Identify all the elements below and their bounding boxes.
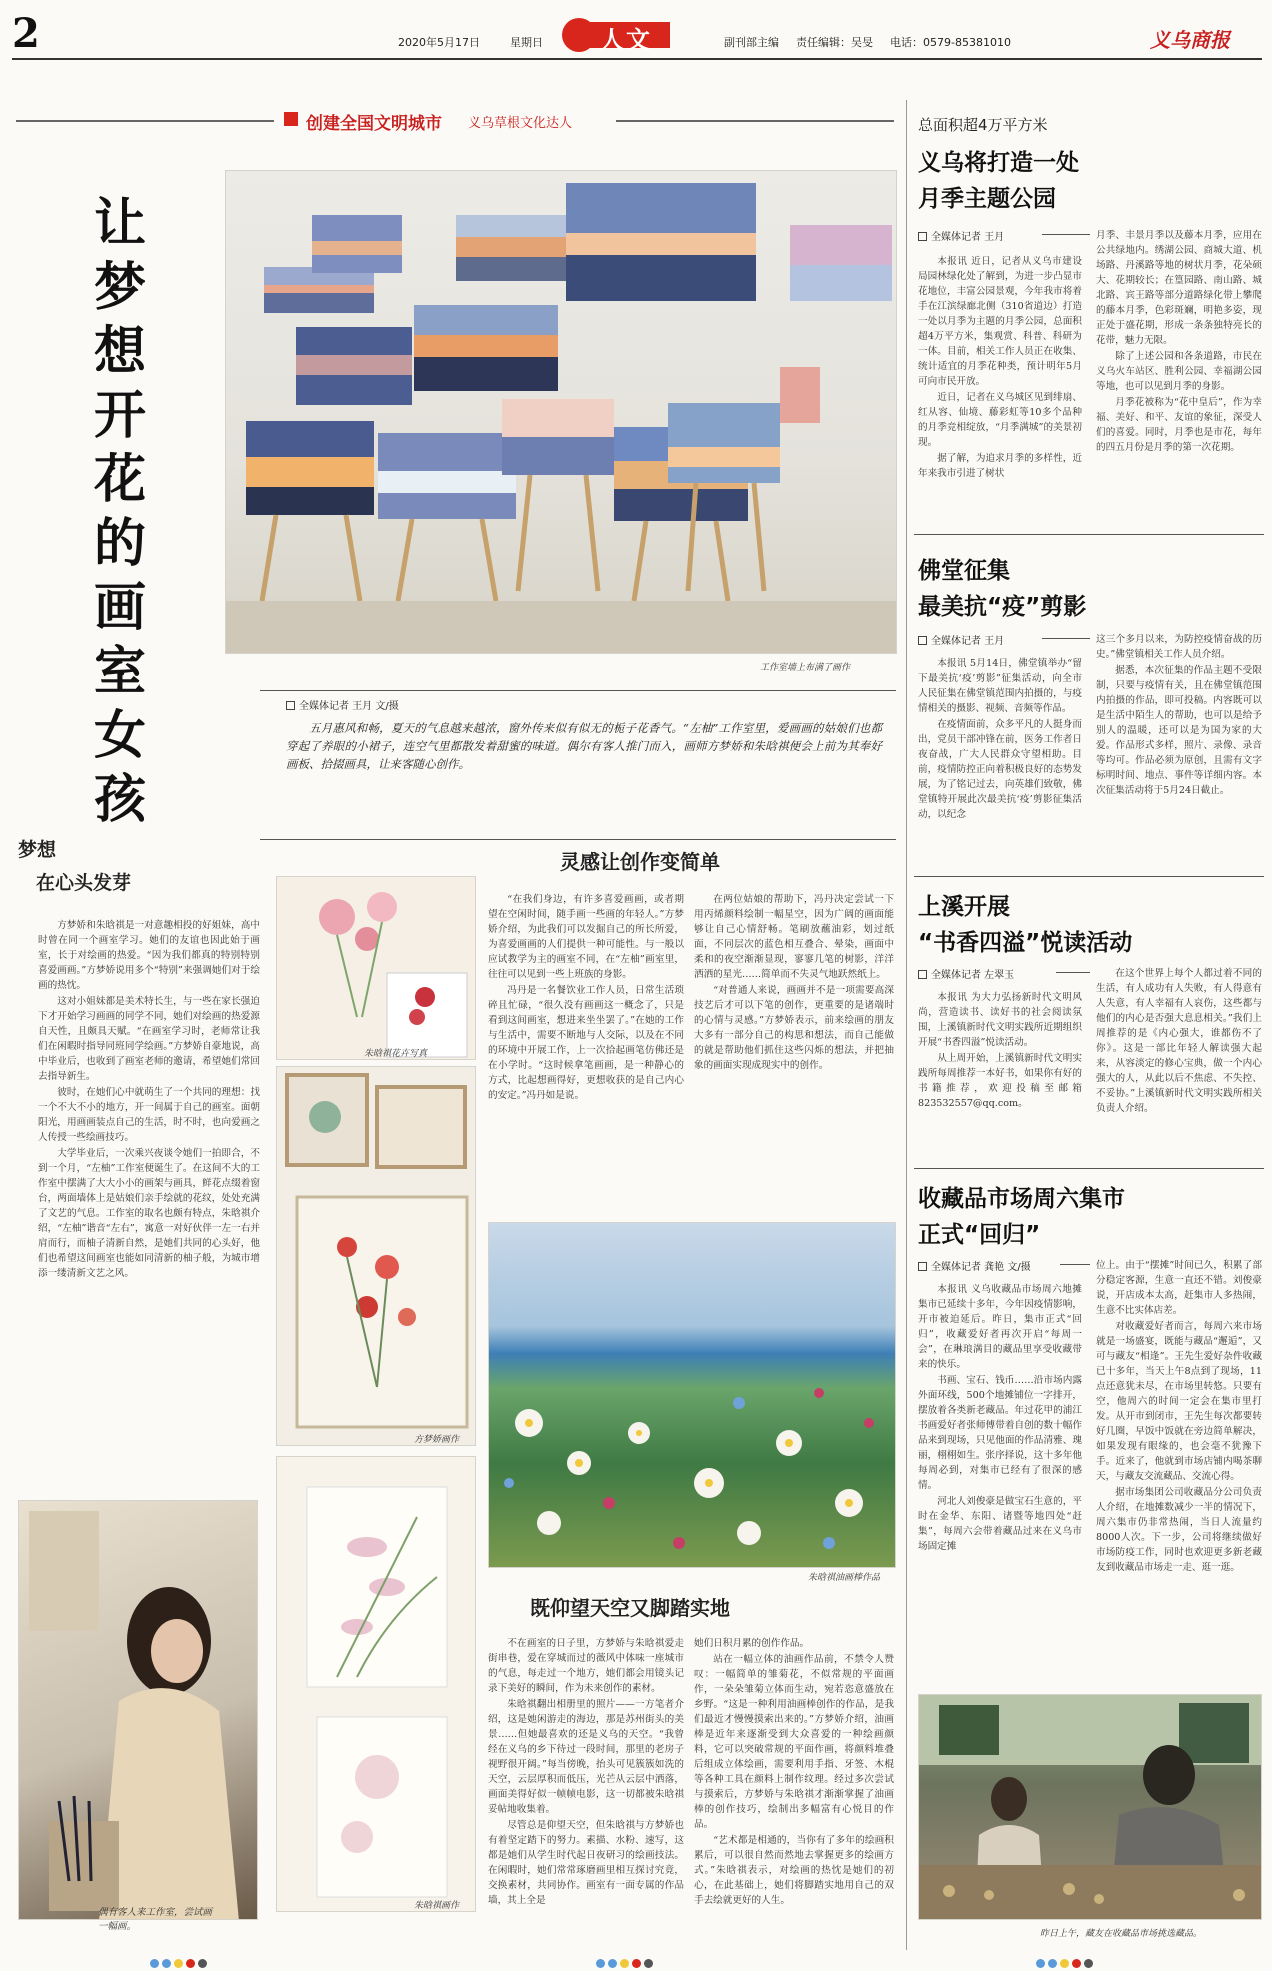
banner-line-left (16, 120, 274, 122)
section3-paragraph: 不在画室的日子里，方梦娇与朱晗祺爱走街串巷，爱在穿城而过的薇风中体味一座城市的气息，每走过一个地方，她们都会用镜头记录下美好的瞬间，作为未来创作的素材。 (488, 1638, 684, 1694)
header-rule (12, 58, 1262, 60)
a4-col1 (918, 1282, 1082, 1684)
section1-title-2: 在心头发芽 (36, 872, 132, 894)
a1-byline-text: 全媒体记者 王月 (931, 232, 1005, 243)
a4-paragraph: 本报讯 义乌收藏品市场周六地摊集市已延续十多年，今年因疫情影响，开市被迫延后。昨日，集市正式“回归”，收藏爱好者再次开启“每周一会”，在琳琅满目的藏品里享受收藏带来的快乐。 (918, 1284, 1082, 1370)
section1-paragraph: 这对小姐妹都是美术特长生，与一些在家长强迫下才开始学习画画的同学不同，她们对绘画的热爱源自天性，且颇具天赋。“在画室学习时，老师常让我们在闲暇时指导同班同学绘画。”方梦娇自豪地说，高中毕业后，也收到了画室老师的邀请，希望她们常回去指导新生。 (38, 996, 260, 1082)
a3-byline (918, 966, 1014, 981)
a3-byline-rule (1056, 972, 1090, 973)
sea-pastel-svg (489, 1223, 896, 1568)
a4-title-1: 收藏品市场周六集市 (918, 1186, 1125, 1212)
section2-paragraph: “对普通人来说，画画并不是一项需要高深技艺后才可以下笔的创作，更重要的是诸端时的心情与灵感。”方梦娇表示，前来绘画的朋友大多有一部分自己的构思和想法，而自己能做的就是帮助他们抓住这些闪烁的想法，并把抽象的画面实现成现实中的创作。 (694, 985, 894, 1071)
footer-dots-right (1036, 1953, 1096, 1971)
orchid-drawing-svg (277, 1457, 476, 1912)
section1-body (38, 918, 260, 1430)
a1-paragraph: 本报讯 近日，记者从义乌市建设局园林绿化处了解到，为进一步凸显市花地位，丰富公园景观，今年我市将着手在江滨绿廊北侧（310省道边）打造一处以月季为主题的月季公园，总面积超4万平方米，集观赏、科普、科研为一体。目前，相关工作人员正在收集、统计适宜的月季花种类，预计明年5月可向市民开放。 (918, 256, 1082, 387)
byline-box-icon (918, 970, 927, 979)
a2-paragraph: 本报讯 5月14日，佛堂镇举办“留下最美抗‘疫’剪影”征集活动，向全市人民征集在佛堂镇范围内拍摄的，与疫情相关的摄影、视频、音频等作品。 (918, 658, 1082, 714)
section1-paragraph: 彼时，在她们心中就萌生了一个共同的理想：找一个不大不小的地方，开一间属于自己的画室。面朝阳光，用画画装点自己的生活，时不时，也向爱画之人传授一些绘画技巧。 (38, 1087, 260, 1143)
a2-paragraph: 这三个多月以来，为防控疫情奋战的历史。”佛堂镇相关工作人员介绍。 (1096, 634, 1262, 660)
a3-title-1: 上溪开展 (918, 894, 1010, 920)
banner-title: 创建全国文明城市 (306, 114, 442, 134)
section2-col2 (694, 892, 894, 1210)
section1-paragraph: 方梦娇和朱晗祺是一对意趣相投的好姐妹，高中时曾在同一个画室学习。她们的友谊也因此始于画室，长于对绘画的热爱。“因为我们都真的特别特别喜爱画画。”方梦娇说用多个“特别”来强调她们对于绘画的热忱。 (38, 920, 260, 991)
a1-bottom-rule (914, 534, 1264, 535)
a1-paragraph: 月季花被称为“花中皇后”，作为幸福、美好、和平、友谊的象征，深受人们的喜爱。同时，月季也是市花，每年的四五月份是月季的第一次花期。 (1096, 397, 1262, 453)
a3-title-2: “书香四溢”悦读活动 (918, 930, 1133, 956)
studio-wall-svg (226, 171, 897, 654)
a2-paragraph: 在疫情面前，众多平凡的人挺身而出，党员干部冲锋在前，医务工作者日夜奋战，广大人民群众守望相助。目前，疫情防控正向着积极良好的态势发展，为了铭记过去，向英雄们致敬，佛堂镇特开展此次最美抗‘疫’剪影征集活动，以纪念 (918, 719, 1082, 820)
caption-sea: 朱晗祺油画棒作品 (808, 1573, 881, 1583)
a2-byline-text: 全媒体记者 王月 (931, 636, 1005, 647)
framed-paintings-photo (276, 1066, 476, 1446)
a2-bottom-rule (914, 876, 1264, 877)
caption-orchid: 朱晗祺画作 (414, 1901, 460, 1911)
a2-byline-rule (1042, 638, 1090, 639)
column-separator (906, 100, 907, 1950)
a1-paragraph: 月季、丰景月季以及藤本月季，应用在公共绿地内。绣湖公园、商城大道、机场路、丹溪路等地的树状月季，花朵硕大、花期较长；在篁园路、南山路、城北路、宾王路等部分道路绿化带上攀爬的藤本月季，色彩斑斓，明艳多姿，现正处于盛花期，形成一条条独特亮长的花带，魅力无限。 (1096, 230, 1262, 346)
section3-paragraph: 朱晗祺翻出相册里的照片——一方笔者介绍，这是她闲游走的海边，那是苏州街头的美景……但她最喜欢的还是义乌的天空。“我曾经在义乌的乡下待过一段时间，那里的老房子视野很开阔。”每当傍晚，抬头可见簇簇如洗的天空，云层厚积而低压，光芒从云层中洒落，画面美得好似一帧帧电影，这一切都被朱晗祺妥帖地收集着。 (488, 1699, 684, 1815)
a1-col2 (1096, 228, 1262, 584)
a1-paragraph: 据了解，为追求月季的多样性，近年来我市引进了树状 (918, 453, 1082, 479)
a3-paragraph: 在这个世界上每个人都过着不同的生活，有人成功有人失败，有人得意有人失意，有人幸福有人哀伤，这些都与他们的内心是否强大息息相关。”我们上周推荐的是《内心强大，谁都伤不了你》。这是一部比年轻人解读强大起来，从容淡定的修心宝典，做一个内心强大的人，从此以后不焦虑、不失控、不妥协。”上溪镇新时代文明实践所相关负责人介绍。 (1096, 968, 1262, 1114)
banner-subtitle: 义乌草根文化达人 (468, 116, 573, 131)
a4-byline (918, 1258, 1031, 1273)
header-editor: 责任编辑：吴旻 (796, 36, 873, 49)
section3-paragraph: 站在一幅立体的油画作品前，不禁令人赞叹：一幅简单的雏菊花，不似常规的平面画作，一朵朵雏菊立体而生动，宛若恣意盛放在乡野。“这是一种利用油画棒创作的作品，是我们最近才慢慢摸索出来的。”方梦娇介绍，油画棒是近年来逐渐受到大众喜爱的一种绘画颜料，它可以突破常规的平面作画，将颜料堆叠后组成立体绘画，需要利用手指、牙签、木棍等各种工具在颜料上制作纹理。经过多次尝试与摸索后，方梦娇与朱晗祺才渐渐掌握了油画棒的创作技巧，绘制出多幅富有心悦目的作品。 (694, 1654, 894, 1830)
girl-painting-svg (19, 1501, 258, 1920)
a4-title-2: 正式“回归” (918, 1222, 1041, 1248)
a3-col1 (918, 990, 1082, 1186)
a2-title-1: 佛堂征集 (918, 558, 1010, 584)
footer-dots-middle (596, 1953, 656, 1971)
section3-paragraph: 尽管总是仰望天空，但朱晗祺与方梦娇也有着坚定踏下的努力。素描、水粉、速写，这都是她们从学生时代起日夜研习的绘画技法。在闲暇时，她们常常琢磨画里相互探讨究竟，交换素材，共同协作。画室有一面专属的作品墙，其上全是 (488, 1820, 684, 1906)
section2-paragraph: “在我们身边，有许多喜爱画画，或者期望在空闲时间，随手画一些画的年轻人。”方梦娇介绍，为此我们可以发掘自己的所长所爱，为喜爱画画的人们提供一种可能性。与一般以应试教学为主的画室不同，在“左柚”画室里，往往可以见到一些上班族的身影。 (488, 894, 684, 980)
section1-paragraph: 大学毕业后，一次乘兴夜谈令她们一拍即合，不到一个月，“左柚”工作室便诞生了。在这间不大的工作室中摆满了大大小小的画架与画具，鲜花点缀着窗台，两面墙体上是姑娘们亲手绘就的花纹，处处充满了文艺的气息。工作室的取名也颇有特点，朱晗祺介绍，“左柚”谐音“左右”，寓意一对好伙伴一左一右并肩而行，而柚子清新自然，是她们共同的心头好，他们也希望这间画室也能如同清新的柚子般，为城市增添一缕清新文艺之风。 (38, 1148, 260, 1279)
a2-byline (918, 632, 1004, 647)
a1-paragraph: 近日，记者在义乌城区见到绯扇、红从容、仙境、藤彩虹等10多个品种的月季竞相绽放，“月季满城”的美景初现。 (918, 392, 1082, 448)
header-date: 2020年5月17日 (398, 36, 480, 49)
section-logo (560, 16, 700, 54)
a4-byline-text: 全媒体记者 龚艳 文/摄 (931, 1262, 1031, 1273)
header-editor-chief: 副刊部主编 (724, 36, 779, 49)
a3-bottom-rule (914, 1168, 1264, 1169)
main-headline: 让梦想开花的画室女孩 (94, 194, 147, 830)
a1-title-2: 月季主题公园 (918, 186, 1056, 212)
girl-painting-photo (18, 1500, 258, 1920)
footer-dots-left (150, 1953, 210, 1971)
header-phone: 电话：0579-85381010 (890, 36, 1011, 49)
a4-paragraph: 对收藏爱好者而言，每周六来市场就是一场盛宴，既能与藏品“邂逅”，又可与藏友“相逢”。王先生爱好杂件收藏已十多年，当天上午8点到了现场，11点还意犹未尽，在市场里转悠。只要有空，他周六的时间一定会在集市里打发。从开市到闭市，王先生每次都要转好几圈，早饭中饭就在旁边简单解决，如果发现有眼缘的，也会毫不犹豫下手。近来了，他就到市场店铺内喝茶聊天，与藏友交流藏品、交流心得。 (1096, 1321, 1262, 1482)
page-number: 2 (12, 10, 40, 57)
caption-flower: 朱晗祺花卉写真 (364, 1049, 428, 1059)
paper-name-logo: 义乌商报 (1150, 28, 1230, 52)
lead-box (260, 690, 896, 840)
section2-paragraph: 冯丹是一名餐饮业工作人员，日常生活琐碎且忙碌，“很久没有画画这一概念了，只是看到这间画室，想进来坐坐罢了。”在她的工作与生活中，需要不断地与人交际，以及在不同的环境中开展工作，上一次拾起画笔仿佛还是在小学时。“这时候拿笔画画，是一种静心的方式，比起想画得好，更想收获的是自己内心的安定。”冯丹如是说。 (488, 985, 684, 1101)
a2-col2 (1096, 632, 1262, 900)
framed-paintings-svg (277, 1067, 476, 1446)
a3-paragraph: 从上周开始，上溪镇新时代文明实践所每周推荐一本好书，如果你有好的书籍推荐，欢迎投稿至邮箱823532557@qq.com。 (918, 1053, 1082, 1109)
rose-drawing-photo (276, 876, 476, 1060)
section3-paragraph: 她们日积月累的创作作品。 (694, 1638, 810, 1649)
a4-paragraph: 位上。由于“摆摊”时间已久，积累了部分稳定客源，生意一直还不错。刘俊豪说，开店成本太高，赶集市人多热闹，生意不比实体店差。 (1096, 1260, 1262, 1316)
a1-byline (918, 228, 1004, 243)
lead-byline-text: 全媒体记者 王月 文/摄 (299, 701, 399, 712)
a1-paragraph: 除了上述公园和各条道路，市民在义乌火车站区、胜利公园、幸福湖公园等地，也可以见到月季的身影。 (1096, 351, 1262, 392)
studio-wall-photo (225, 170, 897, 654)
a3-byline-text: 全媒体记者 左翠玉 (931, 970, 1015, 981)
sea-pastel-photo (488, 1222, 896, 1568)
section-name: 人文 (600, 26, 652, 54)
section3-col1 (488, 1636, 684, 1936)
section1-title-1: 梦想 (18, 839, 57, 861)
a2-paragraph: 据悉，本次征集的作品主题不受限制，只要与疫情有关，且在佛堂镇范围内拍摄的作品，即可投稿。内容既可以是生活中陌生人的帮助，也可以是给予别人的温暖，还可以是为国为家的大爱。作品形式多样，照片、录像、录音等均可。作品必须为原创，且需有文字标明时间、地点、事件等详细内容。本次征集活动将于5月24日截止。 (1096, 665, 1262, 796)
a2-col1 (918, 656, 1082, 900)
section3-title: 既仰望天空又脚踏实地 (530, 1596, 730, 1620)
a1-title-1: 义乌将打造一处 (918, 150, 1079, 176)
orchid-drawing-photo (276, 1456, 476, 1912)
page-header (0, 0, 1272, 70)
lead-byline (286, 697, 399, 712)
a3-col2 (1096, 966, 1262, 1186)
section2-col1 (488, 892, 684, 1210)
collectibles-market-svg (919, 1695, 1262, 1920)
article-banner (16, 108, 896, 134)
byline-box-icon (918, 636, 927, 645)
a4-col2 (1096, 1258, 1262, 1684)
byline-box-icon (918, 1262, 927, 1271)
a2-title-2: 最美抗“疫”剪影 (918, 594, 1087, 620)
section3-col2 (694, 1636, 894, 1936)
rose-drawing-svg (277, 877, 476, 1060)
a4-byline-rule (1060, 1264, 1090, 1265)
banner-square-icon (284, 112, 298, 126)
header-weekday: 星期日 (510, 36, 543, 49)
section2-paragraph: 在两位姑娘的帮助下，冯丹决定尝试一下用丙烯颜料绘制一幅星空，因为广阔的画面能够让自己心情舒畅。笔刷放蘸油彩，划过纸面，不同层次的蓝色相互叠合、晕染，画面中柔和的夜空渐渐显现，寥寥几笔的树影，洋洋洒洒的星光……简单而不失灵气地跃然纸上。 (694, 894, 894, 980)
a1-kicker: 总面积超4万平方米 (918, 116, 1048, 134)
a4-paragraph: 书画、宝石、钱币……沿市场内露外面环线，500个地摊铺位一字排开，摆放着各类新老藏品。年过花甲的浦江书画爱好者张师傅带着自创的数十幅作品来到现场，只见他面的作品清雅、瑰丽，栩栩如生。张序择说，这十多年他每周必到，对集市已经有了很深的感情。 (918, 1375, 1082, 1491)
caption-girl: 偶有客人来工作室，尝试画一幅画。 (98, 1907, 213, 1932)
caption-market: 昨日上午，藏友在收藏品市场挑选藏品。 (1040, 1929, 1203, 1939)
section2-title: 灵感让创作变简单 (560, 850, 720, 874)
byline-box-icon (918, 232, 927, 241)
a3-paragraph: 本报讯 为大力弘扬新时代文明风尚，营造读书、读好书的社会阅读氛围，上溪镇新时代文明实践所近期组织开展“书香四溢”悦读活动。 (918, 992, 1082, 1048)
lead-text: 五月惠风和畅，夏天的气息越来越浓，窗外传来似有似无的栀子花香气。“左柚”工作室里，爱画画的姑娘们也都穿起了养眼的小裙子，连空气里都散发着甜蜜的味道。偶尔有客人推门而入，画师方梦娇和朱晗祺便会上前为其奉好画板、拾掇画具，让来客随心创作。 (286, 721, 882, 771)
banner-line-right (616, 120, 894, 122)
section3-paragraph: “艺术都是相通的，当你有了多年的绘画积累后，可以很自然而然地去掌握更多的绘画方式。”朱晗祺表示，对绘画的热忱是她们的初心，在此基础上，她们将脚踏实地用自己的双手去绘就更好的人生。 (694, 1835, 894, 1906)
caption-framed: 方梦娇画作 (414, 1435, 460, 1445)
collectibles-market-photo (918, 1694, 1262, 1920)
caption-studio-wall: 工作室墙上布满了画作 (760, 663, 851, 673)
a4-paragraph: 据市场集团公司收藏品分公司负责人介绍，在地摊数减少一半的情况下，周六集市仍非常热闹，当日人流量约8000人次。下一步，公司将继续做好市场防疫工作，同时也欢迎更多新老藏友到收藏品市场走一走、逛一逛。 (1096, 1487, 1262, 1573)
byline-box-icon (286, 701, 295, 710)
a4-paragraph: 河北人刘俊豪是做宝石生意的，平时在金华、东阳、诸暨等地四处“赶集”，每周六会带着藏品过来在义乌市场固定摊 (918, 1496, 1082, 1552)
a1-byline-rule (1042, 234, 1090, 235)
